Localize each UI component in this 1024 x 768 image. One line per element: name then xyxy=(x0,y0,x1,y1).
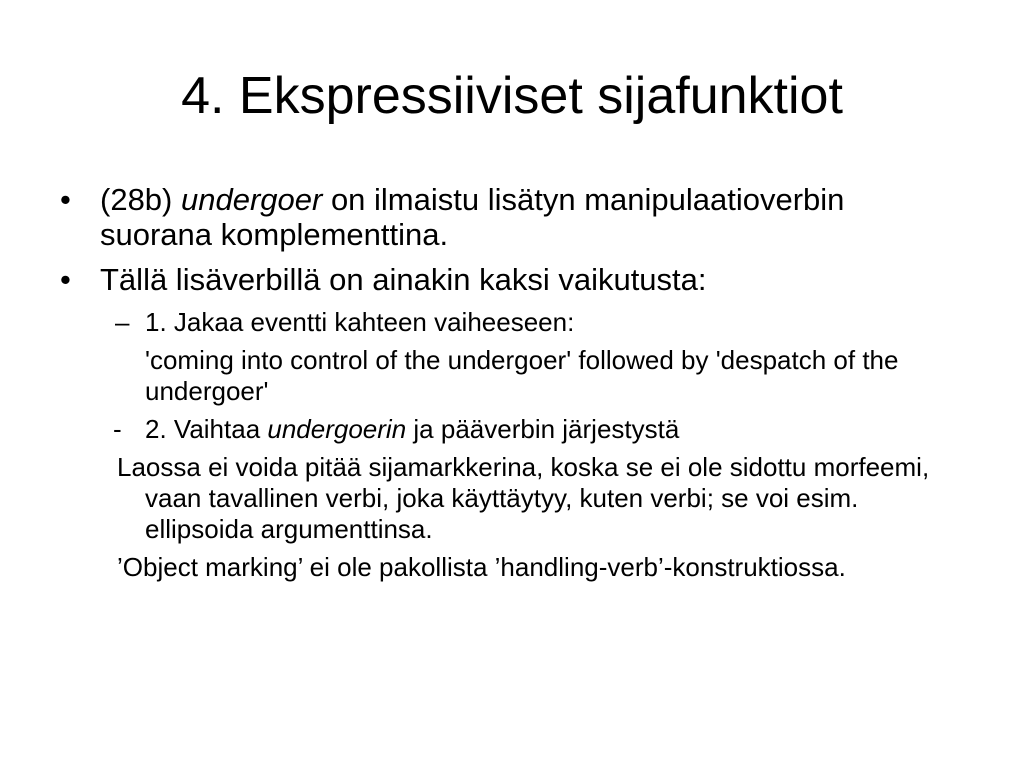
sub-bullet-text-suffix: ja pääverbin järjestystä xyxy=(406,414,680,444)
sub-bullet-marker: - xyxy=(113,414,122,444)
sub-item-continuation xyxy=(60,345,960,407)
slide-body xyxy=(60,182,960,590)
bullet-text-suffix: on ilmaistu lisätyn manipulaatioverbin suorana komplementtina. xyxy=(100,182,845,252)
bullet-text-italic: undergoer xyxy=(180,182,323,217)
sub-bullet-marker: – xyxy=(115,307,130,337)
sub-bullet-item xyxy=(60,307,960,338)
bullet-marker: • xyxy=(60,262,71,297)
bullet-text: Tällä lisäverbillä on ainakin kaksi vaikutusta: xyxy=(100,262,707,297)
sub-bullet-text-italic: undergoerin xyxy=(267,414,407,444)
sub-bullet-item xyxy=(60,414,960,445)
paragraph: Laossa ei voida pitää sijamarkkerina, koska se ei ole sidottu morfeemi, vaan tavallinen verbi, joka käyttäytyy, kuten verbi; se voi esim. ellipsoida argumenttinsa. xyxy=(117,452,930,544)
bullet-item xyxy=(60,182,960,252)
slide-title: 4. Ekspressiiviset sijafunktiot xyxy=(181,67,843,125)
sub-bullet-text: 1. Jakaa eventti kahteen vaiheeseen: xyxy=(145,307,575,337)
bullet-text-prefix: (28b) xyxy=(100,182,181,217)
bullet-marker: • xyxy=(60,182,71,217)
bullet-item xyxy=(60,262,960,297)
paragraph: ’Object marking’ ei ole pakollista ’handling-verb’-konstruktiossa. xyxy=(117,552,846,582)
sub-item-continuation-text: 'coming into control of the undergoer' followed by 'despatch of the undergoer' xyxy=(145,345,899,406)
sub-bullet-text-prefix: 2. Vaihtaa xyxy=(145,414,268,444)
